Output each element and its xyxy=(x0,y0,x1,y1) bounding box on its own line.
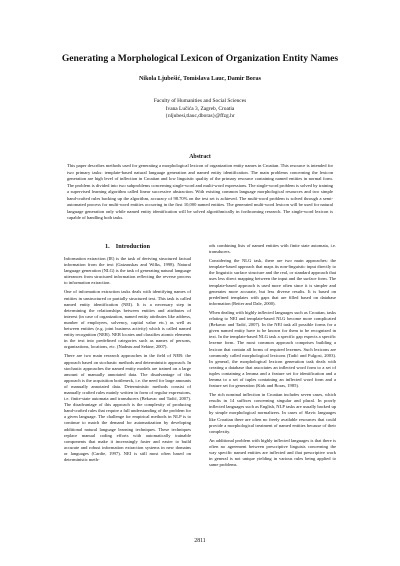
page-number: 2811 xyxy=(194,538,206,544)
paper-title: Generating a Morphological Lexicon of Organization Entity Names xyxy=(61,53,339,64)
affiliation-email: {nljubesi,tlauc,dboras}@ffzg.hr xyxy=(165,113,235,119)
paragraph: There are two main research approaches in the field of NER: the approach based on stochastic methods and deterministic approach. In stochastic approaches the named entity models are trained on a large amount of manually annotated data. The disadvantage of this approach is the acquisition bottleneck, i.e. the need for large amounts of manually annotated data. Deterministic methods consist of manually crafted rules mainly written in form of regular expressions, i.e. finite-state automata and transducers (Bekavac and Tadić, 2007). The disadvantage of this approach is the complexity of producing hand-crafted rules that require a full understanding of the problem for a given language. The challenge for empirical methods in NLP is to continue to match the demand for automatization by developing additional natural language learning techniques. These techniques replace manual coding efforts with automatically trainable components that make it increasingly faster and easier to build accurate and robust information extraction systems in new domains or languages (Cardie, 1997). NEI is still most often based on deterministic meth- xyxy=(64,353,191,462)
abstract-body: This paper describes methods used for generating a morphological lexicon of organization entity names in Croatian. This resource is intended for two primary tasks: template-based natural language generation and named entity identification. The main problems concerning the lexicon generation are high level of inflection in Croatian and low linguistic quality of the primary resource containing named entities in normal form. The problem is divided into two subproblems concerning single-word and multi-word expressions. The single-word problem is solved by training a supervised learning algorithm called linear successive abstraction. With existing common language morphological resources and two simple hand-crafted rules backing up the algorithm, accuracy of 98.70% on the test set is achieved. The multi-word problem is solved through a semi-automated process for multi-word entities occurring in the first 10,000 named entities. The generated multi-word lexicon will be used for natural language generation only while named entity identification will be solved algorithmically in forthcoming research. The single-word lexicon is capable of handling both tasks. xyxy=(67,163,333,220)
left-column xyxy=(64,243,191,466)
affiliation-block xyxy=(20,98,380,121)
paragraph: Information extraction (IE) is the task of deriving structured factual information from the text (Gaizauskas and Wilks, 1998). Natural language generation (NLG) is the task of generating natural language utterances from structured information reflecting the reverse process to information extraction. xyxy=(64,256,191,286)
section-title: Introduction xyxy=(115,243,150,250)
affiliation-line: Faculty of Humanities and Social Sciences xyxy=(153,98,247,104)
paragraph: One of information extraction tasks deals with identifying names of entities in unstructured or partially structured text. This task is called named entity identification (NEI). It is a necessary step in determining the relationships between entities and attributes of interest (in case of organization, named entity attributes like address, number of employees, solvency, capital value etc.) as well as between entities (e.g. joint business activity) which is called named entity recognition (NER). NER locates and classifies atomic elements in the text into predefined categories such as names of persons, organizations, locations, etc. (Nadeau and Sekine, 2007). xyxy=(64,289,191,350)
right-column xyxy=(209,243,336,471)
paper-authors: Nikola Ljubešić, Tomislava Lauc, Damir Boras xyxy=(139,76,261,82)
paragraph: ods combining lists of named entities with finite state automata, i.e. transducers. xyxy=(209,243,336,255)
abstract-heading: Abstract xyxy=(189,154,211,160)
affiliation-line: Ivana Lučića 3, Zagreb, Croatia xyxy=(165,105,235,112)
paragraph: An additional problem with highly inflected languages is that there is often no agreement between prescriptive linguists concerning the way specific named entities are inflected and that prescriptive work in general is not unique yielding in various rules being applied to same problems. xyxy=(209,437,336,468)
section-heading xyxy=(64,243,191,251)
paragraph: The rich nominal inflection in Croatian includes seven cases, which results in 14 suffixes concerning singular and plural. In poorly inflected languages such as English, NLP tasks are usually backed up by simple morphological normalizers. In cases of Slavic languages like Croatian there are often no freely available resources that could provide a morphological treatment of named entities because of their complexity. xyxy=(209,392,336,434)
paragraph: When dealing with highly inflected languages such as Croatian, tasks relating to NEI and template-based NLG become more complicated (Bekavac and Tadić, 2007). In the NEI task all possible forms for a given named entity have to be known for them to be recognized in text. In the template-based NLG task a specific gap expects a specific lexeme form. The most common approach comprises building a lexicon that contain all forms of required lexemes. Such lexicons are commonly called morphological lexicons (Tadić and Fulgosi, 2003). In general, the morphological lexicon generation task deals with creating a database that associates an inflected word form to a set of tuples containing a lemma and a feature set for identification and a lemma to a set of tuples containing an inflected word form and a feature set for generation (Kirk and Boras, 1985). xyxy=(209,309,336,389)
paragraph: Considering the NLG task, there are two main approaches: the template-based approach that maps its non-linguistic input directly to the linguistic surface structure and the real, or standard approach that uses less direct mapping between the input and the surface form. The template-based approach is used more often since it is simpler and generates more accurate, but less diverse results. It is based on predefined templates with gaps that are filled based on database information (Reiter and Dale, 2000). xyxy=(209,258,336,306)
section-number: 1. xyxy=(105,243,110,250)
